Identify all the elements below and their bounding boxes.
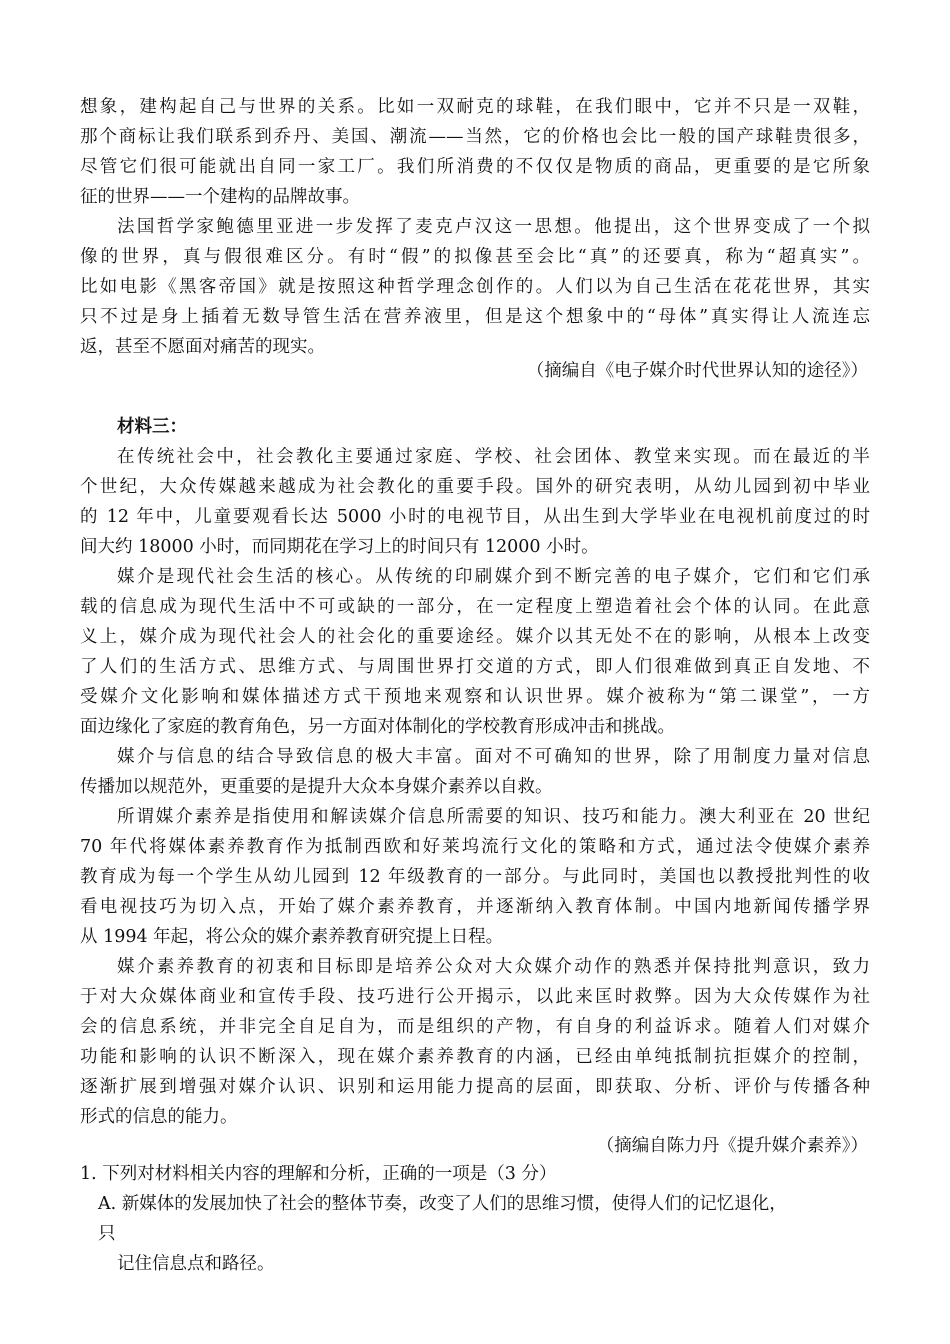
text-line: 的 12 年中，儿童要观看长达 5000 小时的电视节目，从出生到大学毕业在电视机前度过的时 bbox=[80, 507, 870, 527]
text-line: 法国哲学家鲍德里亚进一步发挥了麦克卢汉这一思想。他提出，这个世界变成了一个拟 bbox=[117, 217, 870, 237]
text-line: 形式的信息的能力。 bbox=[80, 1107, 238, 1127]
question-stem: 1. 下列对材料相关内容的理解和分析，正确的一项是（3 分） bbox=[80, 1164, 557, 1184]
text-line: 返，甚至不愿面对痛苦的现实。 bbox=[80, 337, 325, 357]
option-a-wrap: 只 bbox=[98, 1224, 116, 1244]
source-citation: （摘编自《电子媒介时代世界认知的途径》） bbox=[526, 361, 868, 381]
text-line: 看电视技巧为切入点，开始了媒介素养教育，并逐渐纳入教育体制。中国内地新闻传播学界 bbox=[80, 897, 870, 917]
section-heading: 材料三： bbox=[117, 417, 187, 437]
text-line: 受媒介文化影响和媒体描述方式干预地来观察和认识世界。媒介被称为“第二课堂”，一方 bbox=[80, 687, 870, 707]
text-line: 那个商标让我们联系到乔丹、美国、潮流——当然，它的价格也会比一般的国产球鞋贵很多， bbox=[80, 127, 870, 147]
text-line: 像的世界，真与假很难区分。有时“假”的拟像甚至会比“真”的还要真，称为“超真实”。 bbox=[80, 247, 870, 267]
text-line: 逐渐扩展到增强对媒介认识、识别和运用能力提高的层面，即获取、分析、评价与传播各种 bbox=[80, 1077, 870, 1097]
text-line: 媒介是现代社会生活的核心。从传统的印刷媒介到不断完善的电子媒介，它们和它们承 bbox=[117, 567, 870, 587]
text-line: 媒介与信息的结合导致信息的极大丰富。面对不可确知的世界，除了用制度力量对信息 bbox=[117, 747, 870, 767]
text-line: 想象，建构起自己与世界的关系。比如一双耐克的球鞋，在我们眼中，它并不只是一双鞋， bbox=[80, 97, 870, 117]
text-line: 个世纪，大众传媒越来越成为社会教化的重要手段。国外的研究表明，从幼儿园到初中毕业 bbox=[80, 477, 870, 497]
option-a: A. 新媒体的发展加快了社会的整体节奏，改变了人们的思维习惯，使得人们的记忆退化， bbox=[98, 1194, 787, 1214]
text-line: 传播加以规范外，更重要的是提升大众本身媒介素养以自救。 bbox=[80, 777, 553, 797]
text-line: 尽管它们很可能就出自同一家工厂。我们所消费的不仅仅是物质的商品，更重要的是它所象 bbox=[80, 157, 870, 177]
text-line: 只不过是身上插着无数导管生活在营养液里，但是这个想象中的“母体”真实得让人流连忘 bbox=[80, 307, 870, 327]
text-line: 70 年代将媒体素养教育作为抵制西欧和好莱坞流行文化的策略和方式，通过法令使媒介素养 bbox=[80, 837, 870, 857]
text-line: 会的信息系统，并非完全自足自为，而是组织的产物，有自身的利益诉求。随着人们对媒介 bbox=[80, 1017, 870, 1037]
text-line: 教育成为每一个学生从幼儿园到 12 年级教育的一部分。与此同时，美国也以教授批判性的收 bbox=[80, 867, 870, 887]
text-line: 间大约 18000 小时，而同期花在学习上的时间只有 12000 小时。 bbox=[80, 537, 599, 557]
text-line: 载的信息成为现代生活中不可或缺的一部分，在一定程度上塑造着社会个体的认同。在此意 bbox=[80, 597, 870, 617]
text-line: 于对大众媒体商业和宣传手段、技巧进行公开揭示，以此来匡时救弊。因为大众传媒作为社 bbox=[80, 987, 870, 1007]
text-line: 功能和影响的认识不断深入，现在媒介素养教育的内涵，已经由单纯抵制抗拒媒介的控制， bbox=[80, 1047, 870, 1067]
text-line: 比如电影《黑客帝国》就是按照这种哲学理念创作的。人们以为自己生活在花花世界，其实 bbox=[80, 277, 870, 297]
text-line: 征的世界——一个建构的品牌故事。 bbox=[80, 187, 360, 207]
text-line: 了人们的生活方式、思维方式、与周围世界打交道的方式，即人们很难做到真正自发地、不 bbox=[80, 657, 870, 677]
text-line: 在传统社会中，社会教化主要通过家庭、学校、社会团体、教堂来实现。而在最近的半 bbox=[117, 447, 870, 467]
option-a-continuation: 记住信息点和路径。 bbox=[117, 1254, 275, 1274]
text-line: 所谓媒介素养是指使用和解读媒介信息所需要的知识、技巧和能力。澳大利亚在 20 世纪 bbox=[117, 807, 870, 827]
source-citation: （摘编自陈力丹《提升媒介素养》） bbox=[596, 1136, 868, 1156]
text-line: 从 1994 年起，将公众的媒介素养教育研究提上日程。 bbox=[80, 927, 504, 947]
text-line: 媒介素养教育的初衷和目标即是培养公众对大众媒介动作的熟悉并保持批判意识，致力 bbox=[117, 957, 870, 977]
text-line: 义上，媒介成为现代社会人的社会化的重要途经。媒介以其无处不在的影响，从根本上改变 bbox=[80, 627, 870, 647]
text-line: 面边缘化了家庭的教育角色，另一方面对体制化的学校教育形成冲击和挑战。 bbox=[80, 717, 675, 737]
